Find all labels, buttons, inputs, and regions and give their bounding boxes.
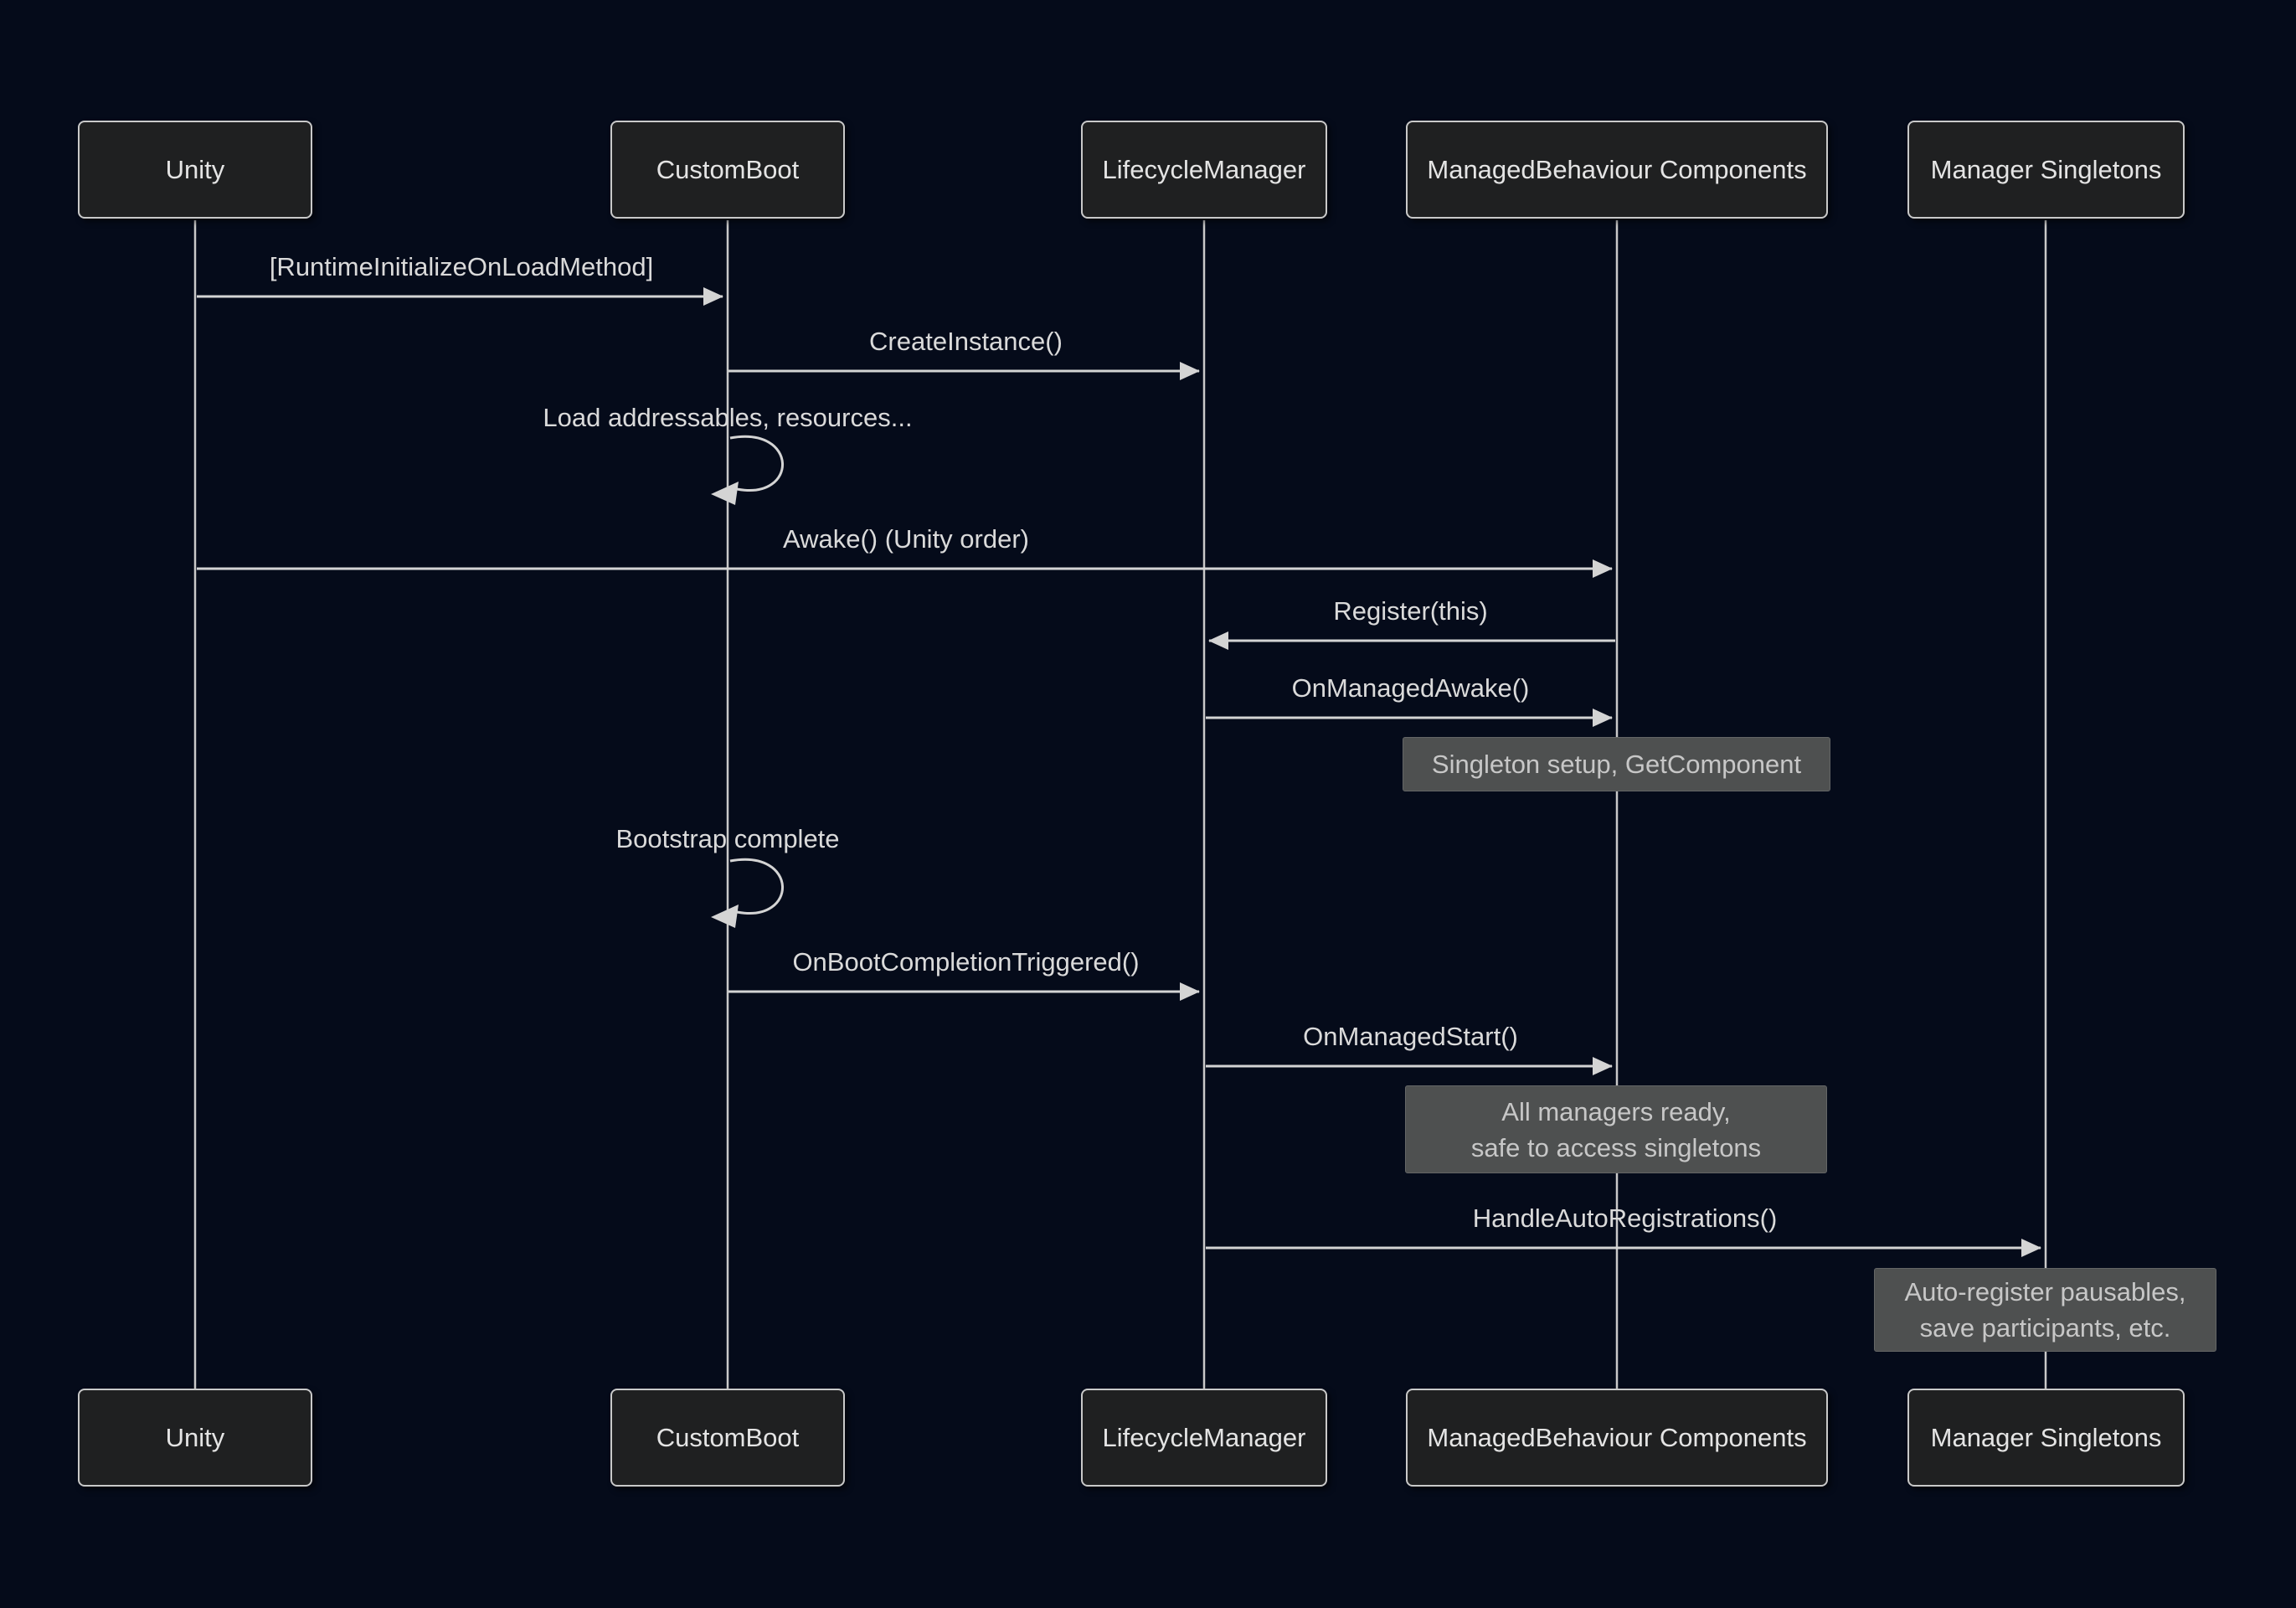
note-singleton-setup bbox=[1403, 737, 1830, 791]
note-line: Singleton setup, GetComponent bbox=[1431, 750, 1802, 779]
actor-label: Manager Singletons bbox=[1930, 154, 2162, 184]
actor-label: Unity bbox=[165, 1422, 225, 1452]
note-auto-register bbox=[1874, 1268, 2216, 1352]
message-runtime-initialize: [RuntimeInitializeOnLoadMethod] bbox=[269, 252, 654, 281]
actor-label: Unity bbox=[165, 154, 225, 184]
message-load-addressables: Load addressables, resources... bbox=[543, 403, 913, 432]
note-all-managers-ready bbox=[1405, 1085, 1827, 1173]
actor-label: LifecycleManager bbox=[1102, 1422, 1306, 1452]
message-handleautoregistrations: HandleAutoRegistrations() bbox=[1472, 1203, 1778, 1233]
actor-bottom-unity bbox=[78, 1389, 312, 1487]
selfloop-load-addressables-arrowhead bbox=[711, 482, 739, 505]
actor-bottom-customboot bbox=[610, 1389, 845, 1487]
actor-top-managersingletons bbox=[1907, 121, 2185, 219]
selfloop-bootstrap-complete-arrowhead bbox=[711, 904, 739, 928]
actor-top-unity bbox=[78, 121, 312, 219]
actor-bottom-managedbehaviour bbox=[1406, 1389, 1828, 1487]
note-line: Auto-register pausables, bbox=[1904, 1277, 2186, 1306]
message-awake-unity-order: Awake() (Unity order) bbox=[782, 524, 1029, 554]
actor-top-managedbehaviour bbox=[1406, 121, 1828, 219]
note-line: safe to access singletons bbox=[1470, 1132, 1762, 1162]
note-line: save participants, etc. bbox=[1919, 1313, 2171, 1343]
message-onmanagedstart: OnManagedStart() bbox=[1303, 1022, 1518, 1051]
message-onbootcompletiontriggered: OnBootCompletionTriggered() bbox=[792, 947, 1140, 977]
message-register-this: Register(this) bbox=[1333, 596, 1488, 626]
actor-label: LifecycleManager bbox=[1102, 154, 1306, 184]
message-onmanagedawake: OnManagedAwake() bbox=[1291, 673, 1530, 703]
actor-label: CustomBoot bbox=[656, 1422, 800, 1452]
actor-label: Manager Singletons bbox=[1930, 1422, 2162, 1452]
actor-top-customboot bbox=[610, 121, 845, 219]
actor-label: ManagedBehaviour Components bbox=[1427, 1422, 1807, 1452]
actor-top-lifecyclemanager bbox=[1081, 121, 1327, 219]
note-line: All managers ready, bbox=[1501, 1096, 1731, 1126]
message-create-instance: CreateInstance() bbox=[869, 327, 1063, 356]
actor-bottom-lifecyclemanager bbox=[1081, 1389, 1327, 1487]
message-bootstrap-complete: Bootstrap complete bbox=[615, 824, 840, 853]
actor-bottom-managersingletons bbox=[1907, 1389, 2185, 1487]
actor-label: CustomBoot bbox=[656, 154, 800, 184]
actor-label: ManagedBehaviour Components bbox=[1427, 154, 1807, 184]
